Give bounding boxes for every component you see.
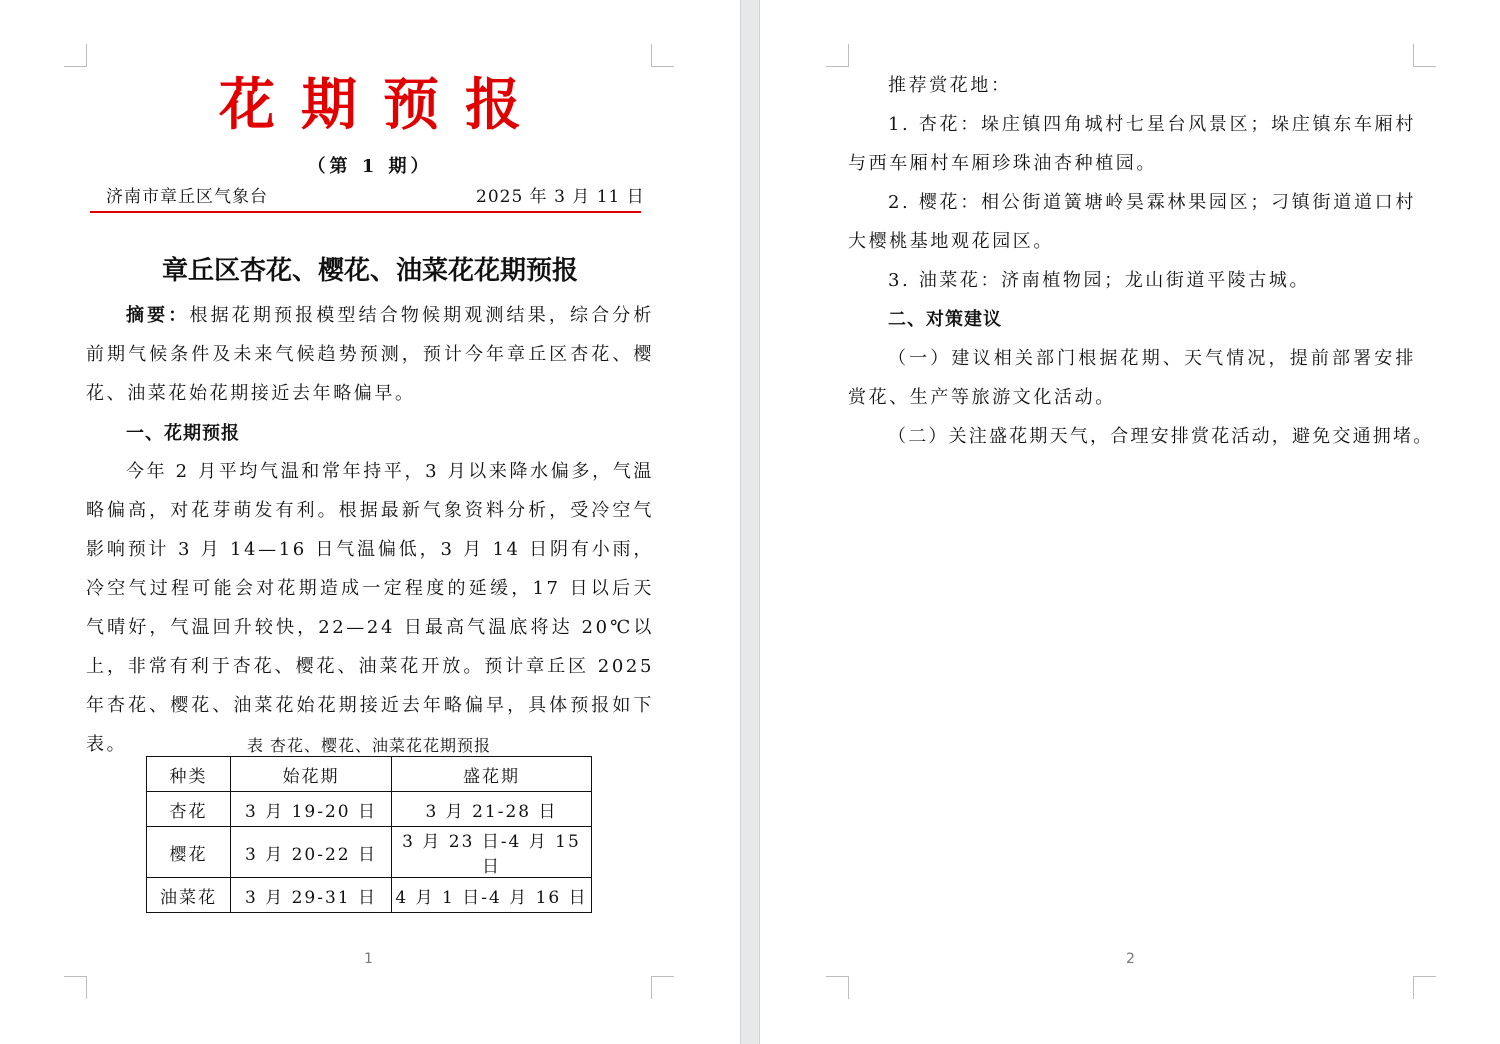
table-cell: 3 月 20-22 日 [231,827,392,878]
table-header-cell: 种类 [147,757,231,792]
section-heading-2: 二、对策建议 [888,309,1002,330]
corner-mark [1413,44,1436,67]
organization-name: 济南市章丘区气象台 [106,187,268,207]
page-number: 2 [1126,951,1135,967]
page-number: 1 [364,951,373,967]
issue-number: （第 1 期） [307,156,433,177]
recommend-item-1: 1. 杏花：垛庄镇四角城村七星台风景区；垛庄镇东车厢村与西车厢村车厢珍珠油杏种植园。 [848,114,1416,174]
table-cell: 3 月 23 日-4 月 15 日 [392,827,592,878]
table-caption: 表 杏花、樱花、油菜花花期预报 [246,736,492,755]
issue-date: 2025 年 3 月 11 日 [476,187,645,207]
table-row [147,878,592,913]
table-cell: 油菜花 [147,878,231,913]
recommend-item-3: 3. 油菜花：济南植物园；龙山街道平陵古城。 [888,270,1311,291]
table-cell: 杏花 [147,792,231,827]
table-cell: 3 月 21-28 日 [392,792,592,827]
table-cell: 3 月 19-20 日 [231,792,392,827]
advice-paragraph-1: （一）建议相关部门根据花期、天气情况，提前部署安排赏花、生产等旅游文化活动。 [848,348,1416,408]
abstract-text: 根据花期预报模型结合物候期观测结果，综合分析前期气候条件及未来气候趋势预测，预计今年章丘区杏花、樱花、油菜花始花期接近去年略偏早。 [86,305,654,404]
corner-mark [64,44,87,67]
table-row [147,827,592,878]
recommend-label: 推荐赏花地： [888,75,1012,96]
abstract-label: 摘要： [126,305,190,326]
flowering-forecast-table [146,756,592,913]
header-divider [90,211,641,213]
corner-mark [651,976,674,999]
corner-mark [651,44,674,67]
table-header-row [147,757,592,792]
table-header-cell: 始花期 [231,757,392,792]
corner-mark [826,976,849,999]
section1-paragraph: 今年 2 月平均气温和常年持平，3 月以来降水偏多，气温略偏高，对花芽萌发有利。根据最新气象资料分析，受冷空气影响预计 3 月 14—16 日气温偏低，3 月 14 日阴有小雨，冷空气过程可能会对花期造成一定程度的延缓，17 日以后天气晴好，气温回升较快，22—24 日最高气温底将达 20℃以上，非常有利于杏花、樱花、油菜花开放。预计章丘区 2025 年杏花、樱花、油菜花始花期接近去年略偏早，具体预报如下表。 [86,461,654,755]
table-cell: 樱花 [147,827,231,878]
advice-paragraph-2: （二）关注盛花期天气，合理安排赏花活动，避免交通拥堵。 [888,426,1434,447]
table-row [147,792,592,827]
section-heading-1: 一、花期预报 [126,423,240,444]
document-page-1 [0,0,740,1044]
corner-mark [826,44,849,67]
document-page-2 [760,0,1500,1044]
table-cell: 4 月 1 日-4 月 16 日 [392,878,592,913]
masthead-title: 花期预报 [219,72,547,138]
table-header-cell: 盛花期 [392,757,592,792]
corner-mark [64,976,87,999]
abstract-paragraph [86,296,654,413]
table-cell: 3 月 29-31 日 [231,878,392,913]
page-gutter [740,0,760,1044]
document-title: 章丘区杏花、樱花、油菜花花期预报 [161,256,578,286]
corner-mark [1413,976,1436,999]
recommend-item-2: 2. 樱花：相公街道簧塘岭昊霖林果园区；刁镇街道道口村大樱桃基地观花园区。 [848,192,1416,252]
